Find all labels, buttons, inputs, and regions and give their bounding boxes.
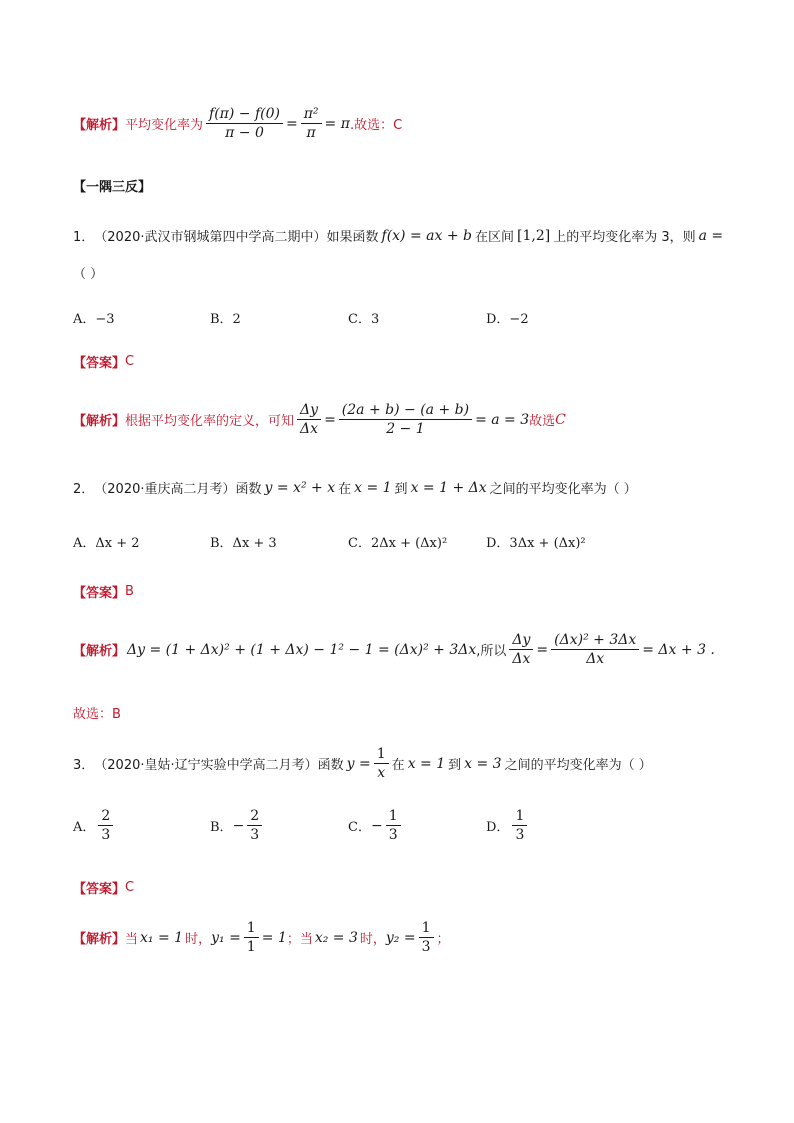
q3-answer-line	[73, 878, 134, 897]
q1-option-c[interactable]: C．3	[348, 312, 380, 327]
answer-label: 【答案】	[73, 586, 126, 601]
q2-answer-line	[73, 582, 134, 601]
top-frac-1: $\frac{f(\pi) - f(0)}{\pi - 0}$	[206, 106, 283, 141]
top-analysis-prefix: 平均变化率为	[125, 118, 204, 133]
answer-label: 【答案】	[73, 882, 126, 897]
q3-analysis-line: 【解析】 当 x₁ = 1 时， y₁ = $\frac{1}{1}$ = 1 ；当 x₂ = 3 时， y₂ = $\frac{1}{3}$ ；	[73, 920, 450, 955]
q3-option-b[interactable]: B． − $\frac{2}{3}$	[210, 808, 265, 843]
q3-stem: 3． （2020·皇姑·辽宁实验中学高二月考） 函数 y = $\frac{1}{x}$ 在 x = 1 到 x = 3 之间的平均变化率为（ ）	[73, 746, 652, 781]
q2-frac-1: $\frac{\Delta y}{\Delta x}$	[509, 632, 533, 667]
top-analysis-line: 【解析】 平均变化率为 $\frac{f(\pi) - f(0)}{\pi - 0}$ = $\frac{\text{π²}}{\pi}$ = π .故选：C	[73, 106, 403, 141]
q3-option-d[interactable]: D． $\frac{1}{3}$	[486, 808, 530, 843]
q2-choose-line: 故选：B	[73, 707, 121, 722]
q3-answer: C	[125, 880, 135, 895]
q1-answer-line	[73, 352, 134, 371]
q1-analysis-line: 【解析】 根据平均变化率的定义，可知 $\frac{\Delta y}{\Delta x}$ = $\frac{(2a + b) - (a + b)}{2 - 1}$ = a = 3 故选 C	[73, 402, 566, 437]
q3-option-c[interactable]: C． − $\frac{1}{3}$	[348, 808, 404, 843]
q2-answer: B	[125, 584, 134, 599]
q1-stem: 1． （2020·武汉市钢城第四中学高二期中） 如果函数 f(x) = ax + b 在区间 [1,2] 上的平均变化率为 3，则 a =	[73, 227, 724, 245]
q3-option-a[interactable]: A． $\frac{2}{3}$	[73, 808, 116, 843]
q1-frac-2: $\frac{(2a + b) - (a + b)}{2 - 1}$	[339, 402, 472, 437]
q2-option-a[interactable]: A．Δx + 2	[73, 536, 140, 551]
q2-analysis-line: 【解析】 Δy = (1 + Δx)² + (1 + Δx) − 1² − 1 = (Δx)² + 3Δx ,所以 $\frac{\Delta y}{\Delta x}$ = $\frac{\text{(Δx)² + 3Δx}}{\Delta x}$ = Δx + 3 .	[73, 632, 715, 667]
q1-answer: C	[125, 354, 135, 369]
q1-frac-1: $\frac{\Delta y}{\Delta x}$	[297, 402, 321, 437]
q3-func-frac: $\frac{1}{x}$	[374, 746, 389, 781]
analysis-label: 【解析】	[73, 118, 126, 133]
analysis-label: 【解析】	[73, 932, 126, 947]
q2-option-b[interactable]: B．Δx + 3	[210, 536, 277, 551]
q2-frac-2: $\frac{\text{(Δx)² + 3Δx}}{\Delta x}$	[551, 632, 639, 667]
q1-option-a[interactable]: A．−3	[73, 312, 115, 327]
analysis-label: 【解析】	[73, 644, 126, 659]
section-heading: 【一隅三反】	[73, 180, 152, 195]
analysis-label: 【解析】	[73, 414, 126, 429]
top-analysis-suffix: .故选：C	[349, 118, 403, 133]
q2-stem: 2． （2020·重庆高二月考） 函数 y = x² + x 在 x = 1 到 x = 1 + Δx 之间的平均变化率为（ ）	[73, 479, 637, 497]
q2-option-c[interactable]: C．2Δx + (Δx)²	[348, 536, 448, 551]
answer-label: 【答案】	[73, 356, 126, 371]
q2-option-d[interactable]: D．3Δx + (Δx)²	[486, 536, 586, 551]
q1-paren: （ ）	[73, 267, 104, 282]
q1-option-b[interactable]: B．2	[210, 312, 241, 327]
top-frac-2: $\frac{\text{π²}}{\pi}$	[301, 106, 322, 141]
q1-option-d[interactable]: D．−2	[486, 312, 529, 327]
